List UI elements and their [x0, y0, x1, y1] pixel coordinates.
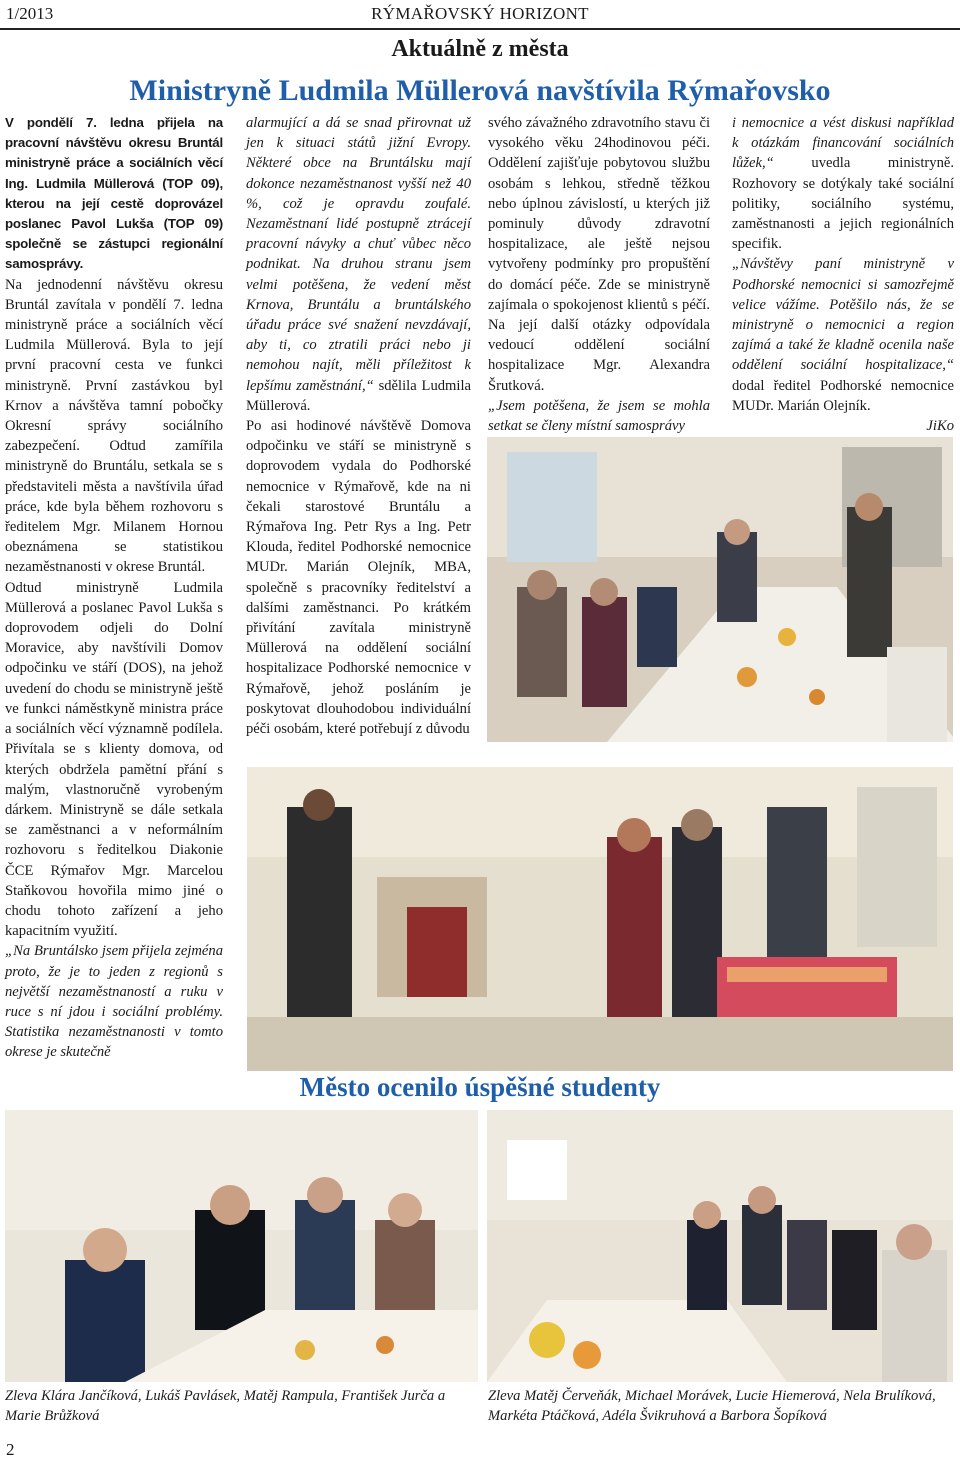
photo-hospital-visit: [247, 767, 953, 1071]
section-title: Aktuálně z města: [391, 36, 569, 62]
article-quote: „Na Bruntálsko jsem přijela zejména proto, že je to jeden z regionů s největší nezaměstnaností a ruku v ruce s ní jdou i sociální problémy. Statistika nezaměstnanosti v tomto okrese je skutečně: [5, 943, 223, 1061]
page-number: 2: [6, 1440, 15, 1459]
issue-number: 1/2013: [6, 4, 54, 23]
photo-meeting-table: [487, 437, 953, 742]
article-lead: V pondělí 7. ledna přijela na pracovní návštěvu okresu Bruntál ministryně práce a sociálních věcí Ing. Ludmila Müllerová (TOP 09), kterou na její cestě doprovázel poslanec Pavol Lukša (TOP 09) společně se zástupci regionální samosprávy.: [5, 115, 223, 272]
caption-right: Zleva Matěj Červeňák, Michael Morávek, Lucie Hiemerová, Nela Brulíková, Markéta Ptáčková, Adéla Švikruhová a Barbora Šopíková: [488, 1388, 936, 1424]
article-column-2: [246, 113, 471, 739]
article-paragraph: Po asi hodinové návštěvě Domova odpočinku ve stáří se ministryně s doprovodem vydala do Podhorské nemocnice v Rýmařově, kde na ni čekali starostové Bruntálu a Rýmařova Ing. Petr Rys a Ing. Petr Klouda, ředitel Podhorské nemocnice MUDr. Marián Olejník, MBA, společně s pracovníky ředitelství a dalšími zaměstnanci. Po krátkém přivítání zavítala ministryně Müllerová na oddělení sociální hospitalizace Podhorské nemocnice v Rýmařově, jehož posláním je poskytovat dlouhodobou individuální péči osobám, které potřebují z důvodu: [246, 418, 471, 738]
photo-students-left: [5, 1110, 478, 1382]
header-rule: [0, 28, 960, 30]
article-headline: Ministryně Ludmila Müllerová navštívila Rýmařovsko: [129, 74, 831, 107]
article-paragraph: Na jednodenní návštěvu okresu Bruntál zavítala v pondělí 7. ledna ministryně práce a sociálních věcí Ludmila Müllerová. Byla to její první pracovní cesta ve funkci ministryně. První zastávkou byl Krnov a návštěva tamní pobočky Okresní správy sociálního zabezpečení. Odtud zamířila ministryně do Bruntálu, setkala se s představiteli města a navštívila úřad práce, kde byla během rozhovoru s ředitelem Mgr. Milanem Hornou obeznámena se statistikou nezaměstnanosti v okrese Bruntál.: [5, 276, 223, 576]
article-quote: „Návštěvy paní ministryně v Podhorské nemocnici si samozřejmě velice vážíme. Potěšilo nás, že se ministryně o nemocnici a region zajímá a také že kladně ocenila naše oddělení sociální hospitalizace,“: [732, 256, 954, 374]
article-column-4: [732, 113, 954, 436]
photo-students-right: [487, 1110, 953, 1382]
article-paragraph: Odtud ministryně Ludmila Müllerová a poslanec Pavol Lukša s doprovodem odjeli do Dolní Moravice, aby navštívili Domov odpočinku ve stáří (DOS), na jehož uvedení do chodu se ministryně ještě ve funkci náměstkyně ministra práce a sociálních věcí významně podílela. Přivítala se s klienty domova, od kterých obdržela pamětní přání s malým, vlastnoručně vyrobeným dárkem. Ministryně se dále setkala se zaměstnanci a v neformálním rozhovoru s ředitelkou Diakonie ČCE Rýmařov Mgr. Marcelou Staňkovou hovořila mimo jiné o chodu tohoto zařízení a jeho kapacitním využití.: [5, 579, 223, 940]
caption-left: Zleva Klára Jančíková, Lukáš Pavlásek, Matěj Rampula, František Jurča a Marie Brůžková: [5, 1388, 446, 1424]
article2-headline: Město ocenilo úspěšné studenty: [299, 1072, 661, 1102]
quote-attribution: dodal ředitel Podhorské nemocnice MUDr. Marián Olejník.: [732, 377, 954, 414]
article-paragraph: svého závažného zdravotního stavu či vysokého věku 24hodinovou péči. Oddělení zajišťuje pobytovou službu osobám s lehkou, středně těžkou nebo úplnou závislostí, u kterých již pominuly důvody zdravotní hospitalizace, ale ještě nejsou vytvořeny podmínky pro propuštění do domácí péče. Zde se ministryně zajímala o spokojenost klientů s péčí. Na její další otázky odpovídala vedoucí oddělení sociální hospitalizace Mgr. Alexandra Šrutková.: [488, 115, 710, 394]
article-quote: i nemocnice a vést diskusi například k otázkám financování sociálních lůžek,“: [732, 115, 954, 172]
article-quote: „Jsem potěšena, že jsem se mohla setkat se členy místní samosprávy: [488, 397, 710, 435]
article-quote: alarmující a dá se snad přirovnat už jen k situaci států jižní Evropy. Některé obce na Bruntálsku mají dokonce nezaměstnanost vyšší než 40 %, což je opravdu zoufalé. Nezaměstnaní lidé postupně ztrácejí pracovní návyky a chuť vůbec něco podnikat. Na druhou stranu jsem velmi potěšena, že vedení měst Krnova, Bruntálu a bruntálského úřadu práce své snažení nevzdávají, aby ti, co ztratili práci nebo ji nemohou najít, měli příležitost k lepšímu zaměstnání,“: [246, 115, 471, 394]
quote-attribution: uvedla ministryně. Rozhovory se dotýkaly také sociální politiky, sociálního systému, zaměstnanosti a jejich regionálních specifik.: [732, 155, 954, 253]
article-column-3: [488, 113, 710, 436]
newspaper-name: RÝMAŘOVSKÝ HORIZONT: [371, 4, 589, 23]
article-column-1: [5, 113, 223, 1063]
article-signature: JiKo: [926, 418, 954, 435]
quote-attribution: sdělila Ludmila Müllerová.: [246, 377, 471, 414]
